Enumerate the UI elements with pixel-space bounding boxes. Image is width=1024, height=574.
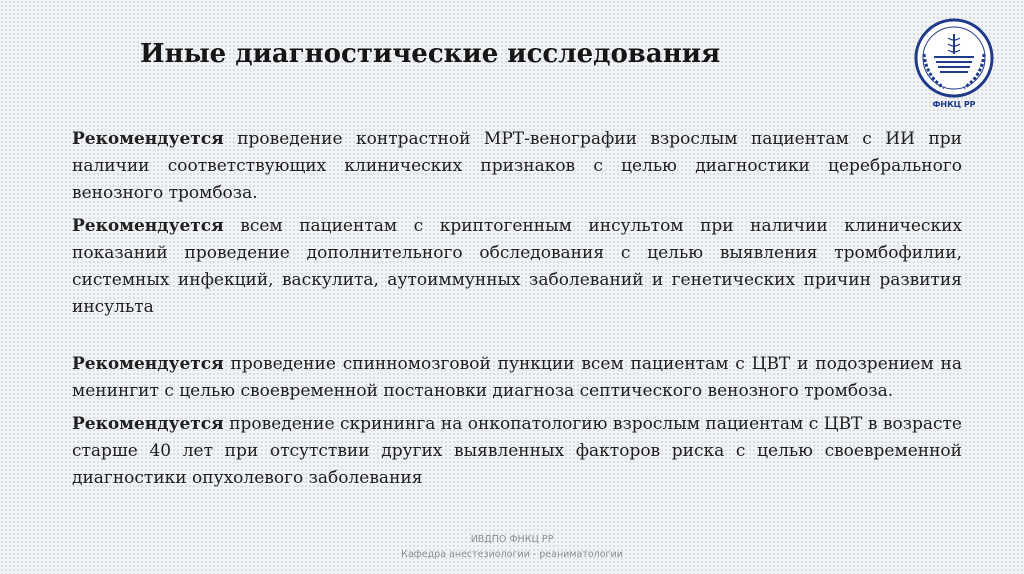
recommendation-lead: Рекомендуется bbox=[72, 129, 224, 149]
recommendation-item bbox=[72, 351, 962, 405]
recommendation-text: проведение контрастной МРТ-венографии взрослым пациентам с ИИ при наличии соответствующих клинических признаков с целью диагностики церебрального венозного тромбоза. bbox=[72, 129, 962, 203]
recommendation-item bbox=[72, 213, 962, 321]
footer-institution: ИВДПО ФНКЦ РР bbox=[470, 534, 554, 545]
recommendation-lead: Рекомендуется bbox=[72, 414, 224, 434]
recommendation-text: всем пациентам с криптогенным инсультом при наличии клинических показаний проведение дополнительного обследования с целью выявления тромбофилии, системных инфекций, васкулита, аутоиммунных заболеваний и генетических причин развития инсульта bbox=[72, 216, 962, 317]
recommendation-text: проведение скрининга на онкопатологию взрослым пациентам с ЦВТ в возрасте старше 40 лет при отсутствии других выявленных факторов риска с целью своевременной диагностики опухолевого заболевания bbox=[72, 414, 962, 488]
slide-title: Иные диагностические исследования bbox=[140, 39, 721, 69]
logo-org-text: ФНКЦ РР bbox=[932, 100, 976, 109]
recommendation-item bbox=[72, 126, 962, 207]
recommendation-lead: Рекомендуется bbox=[72, 354, 224, 374]
fnkcrr-logo bbox=[904, 14, 1004, 112]
footer-department: Кафедра анестезиологии - реаниматологии bbox=[401, 549, 623, 560]
recommendations-list bbox=[72, 126, 962, 498]
recommendation-item bbox=[72, 411, 962, 492]
recommendation-lead: Рекомендуется bbox=[72, 216, 224, 236]
recommendation-text: проведение спинномозговой пункции всем пациентам с ЦВТ и подозрением на менингит с целью своевременной постановки диагноза септического венозного тромбоза. bbox=[72, 354, 962, 401]
